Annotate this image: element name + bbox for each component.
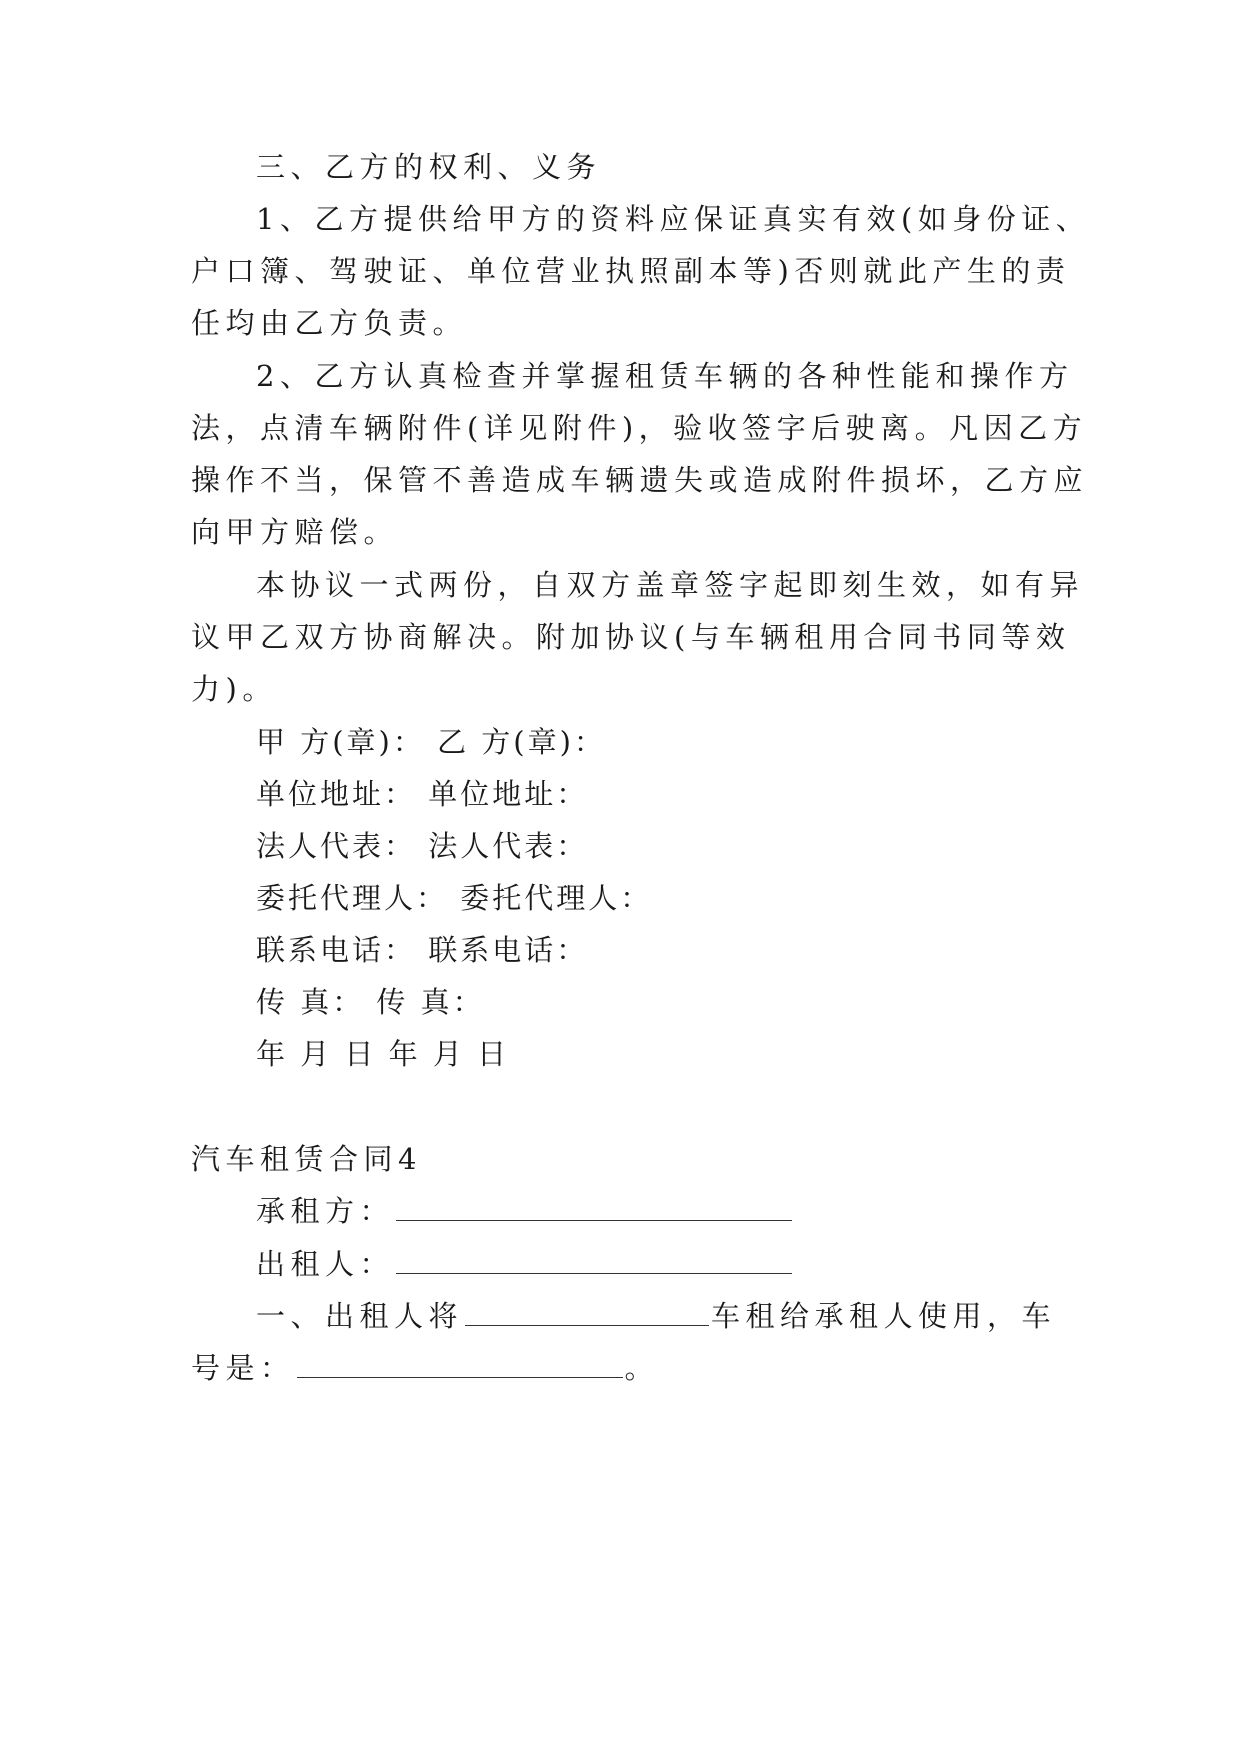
agreement-line3: 力)。 — [191, 672, 277, 706]
signature-party: 甲 方(章)： 乙 方(章)： — [256, 725, 606, 759]
lessor-blank — [396, 1245, 792, 1274]
clause2-line2: 法，点清车辆附件(详见附件)，验收签字后驶离。凡因乙方 — [191, 411, 1088, 445]
signature-phone: 联系电话： 联系电话： — [256, 933, 589, 967]
plate-blank — [297, 1349, 623, 1378]
item1-suffix: 车租给承租人使用，车 — [711, 1299, 1057, 1333]
item1-row — [256, 1296, 1056, 1336]
signature-address: 单位地址： 单位地址： — [256, 777, 589, 811]
clause1-line1: 1、乙方提供给甲方的资料应保证真实有效(如身份证、 — [256, 202, 1091, 236]
clause2-line3: 操作不当，保管不善造成车辆遗失或造成附件损坏，乙方应 — [191, 463, 1089, 497]
clause2-line1: 2、乙方认真检查并掌握租赁车辆的各种性能和操作方 — [256, 359, 1074, 393]
clause2-line4: 向甲方赔偿。 — [191, 515, 399, 549]
contract4-title: 汽车租赁合同4 — [191, 1142, 422, 1176]
signature-legal-rep: 法人代表： 法人代表： — [256, 829, 589, 863]
lessor-label: 出租人： — [256, 1247, 395, 1281]
signature-fax: 传 真： 传 真： — [256, 985, 485, 1019]
plate-suffix: 。 — [624, 1351, 660, 1385]
signature-agent: 委托代理人： 委托代理人： — [256, 881, 653, 915]
agreement-line1: 本协议一式两份，自双方盖章签字起即刻生效，如有异 — [256, 568, 1085, 602]
lessee-blank — [396, 1192, 792, 1221]
clause1-line2: 户口簿、驾驶证、单位营业执照副本等)否则就此产生的责 — [191, 254, 1071, 288]
lessee-row — [256, 1191, 794, 1231]
vehicle-blank — [465, 1297, 709, 1326]
plate-prefix: 号是： — [191, 1351, 295, 1385]
lessee-label: 承租方： — [256, 1194, 395, 1228]
lessor-row — [256, 1244, 794, 1284]
item1-prefix: 一、出租人将 — [256, 1299, 464, 1333]
signature-date: 年 月 日 年 月 日 — [256, 1037, 510, 1071]
plate-row — [191, 1348, 659, 1388]
clause1-line3: 任均由乙方负责。 — [191, 306, 468, 340]
section-title: 三、乙方的权利、义务 — [256, 150, 602, 184]
agreement-line2: 议甲乙双方协商解决。附加协议(与车辆租用合同书同等效 — [191, 620, 1071, 654]
